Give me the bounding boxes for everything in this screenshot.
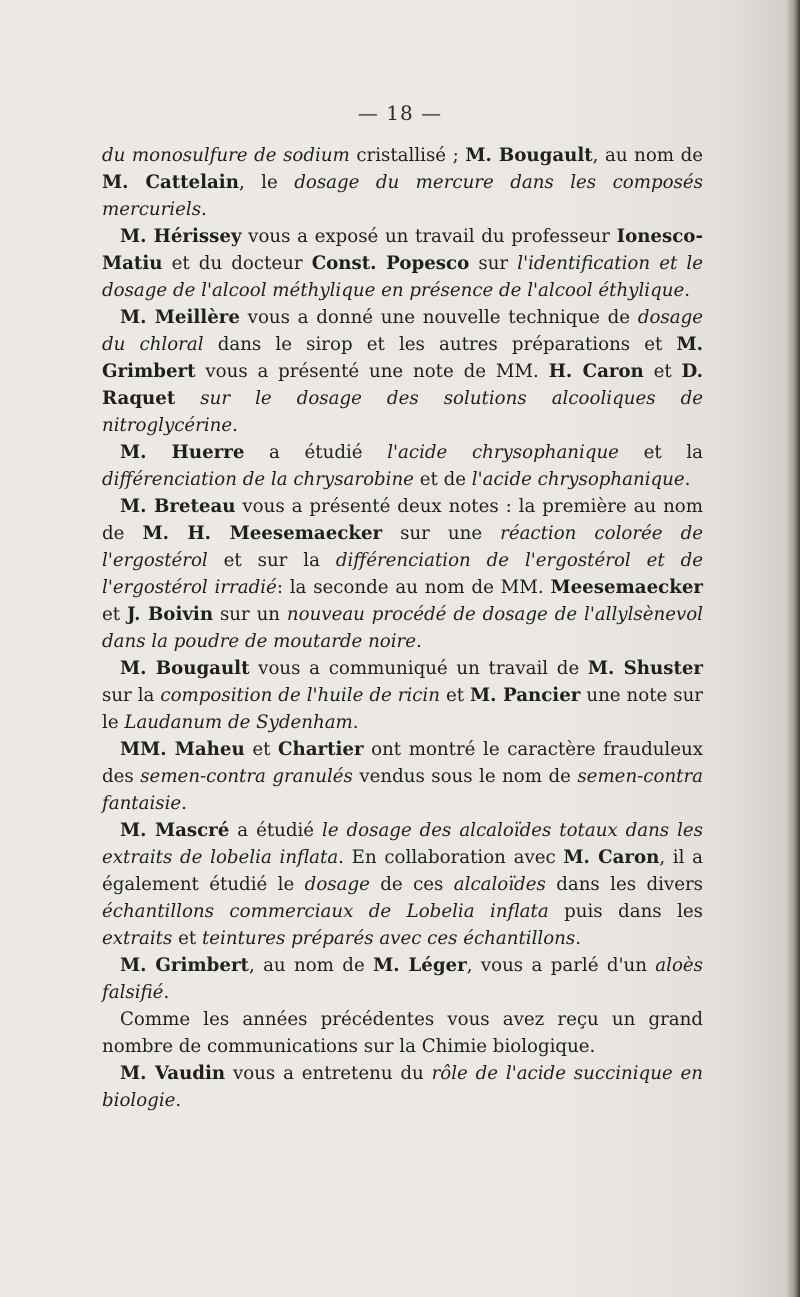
text-run: , vous a parlé d'un	[466, 955, 656, 976]
text-run: et	[439, 685, 471, 706]
text-run: vous a entretenu du	[225, 1063, 432, 1084]
person-name: M. Hérissey	[120, 226, 242, 247]
text-run: ont montré le caractère frauduleux des	[102, 739, 703, 787]
person-name: Chartier	[278, 739, 364, 760]
text-run: sur	[469, 253, 518, 274]
text-run: dans le sirop et les autres préparations et	[203, 334, 677, 355]
italic-term: Laudanum de Sydenham	[124, 712, 353, 733]
text-run: sur un	[213, 604, 287, 625]
text-run: .	[575, 928, 582, 949]
person-name: M. Grimbert	[120, 955, 249, 976]
person-name: M. Mascré	[120, 820, 230, 841]
italic-term: semen-contra granulés	[140, 766, 353, 787]
person-name: MM. Maheu	[120, 739, 245, 760]
paragraph	[102, 304, 703, 439]
person-name: J. Boivin	[126, 604, 214, 625]
italic-term: sur le dosage des solutions alcooliques de nitroglycérine	[102, 388, 703, 436]
text-run: .	[175, 1090, 182, 1111]
italic-term: teintures préparés avec ces échantillons	[201, 928, 576, 949]
italic-term: dosage du mercure dans les composés mercuriels	[102, 172, 703, 220]
person-name: M. Léger	[373, 955, 467, 976]
text-run: .	[163, 982, 170, 1003]
text-run: vendus sous le nom de	[352, 766, 578, 787]
person-name: M. Vaudin	[120, 1063, 226, 1084]
text-run: et	[172, 928, 202, 949]
person-name: M. Cattelain	[102, 172, 239, 193]
body-text	[102, 142, 703, 1114]
text-run: .	[684, 280, 691, 301]
person-name: M. Huerre	[120, 442, 245, 463]
person-name: Ionesco-Matiu	[102, 226, 703, 274]
text-run: et de	[413, 469, 472, 490]
text-run: cristallisé ;	[349, 145, 466, 166]
italic-term: semen-contra fantaisie	[102, 766, 704, 814]
page-number: — 18 —	[357, 101, 443, 125]
text-run: puis dans les	[548, 901, 703, 922]
text-run: .	[684, 469, 691, 490]
paragraph	[102, 952, 703, 1006]
italic-term: échantillons commerciaux de Lobelia inflata	[102, 901, 549, 922]
text-run: vous a exposé un travail du professeur	[241, 226, 617, 247]
text-run: vous a communiqué un travail de	[249, 658, 588, 679]
person-name: M. Grimbert	[102, 334, 703, 382]
text-run: et	[643, 361, 682, 382]
text-run: .	[352, 712, 359, 733]
text-run: a étudié	[229, 820, 323, 841]
text-run: vous a présenté une note de MM.	[195, 361, 549, 382]
paragraph	[102, 142, 703, 223]
italic-term: différenciation de l'ergostérol et de l'ergostérol irradié	[102, 550, 703, 598]
paragraph	[102, 1060, 703, 1114]
text-run: , au nom de	[248, 955, 374, 976]
text-run: de ces	[369, 874, 454, 895]
text-run: et la	[618, 442, 703, 463]
text-run: : la seconde au nom de MM.	[276, 577, 551, 598]
italic-term: rôle de l'acide succinique en biologie	[102, 1063, 703, 1111]
italic-term: alcaloïdes	[453, 874, 546, 895]
text-run: dans les divers	[545, 874, 703, 895]
text-run	[175, 388, 200, 409]
italic-term: l'acide chrysophanique	[387, 442, 619, 463]
person-name: M. Bougault	[465, 145, 593, 166]
italic-term: l'identification et le dosage de l'alcool méthylique en présence de l'alcool éthylique	[102, 253, 704, 301]
text-run: et sur la	[207, 550, 336, 571]
text-run: .	[232, 415, 238, 436]
person-name: M. Meillère	[120, 307, 240, 328]
italic-term: extraits	[102, 928, 173, 949]
italic-term: dosage du chloral	[102, 307, 703, 355]
text-run: , il a également étudié le	[102, 847, 703, 895]
person-name: M. Breteau	[120, 496, 236, 517]
italic-term: l'acide chrysophanique	[471, 469, 685, 490]
italic-term: différenciation de la chrysarobine	[102, 469, 414, 490]
text-run: une note sur le	[102, 685, 703, 733]
text-run: et du docteur	[162, 253, 312, 274]
person-name: M. Bougault	[120, 658, 250, 679]
page-edge-shadow	[786, 0, 800, 1297]
text-run: vous a donné une nouvelle technique de	[239, 307, 638, 328]
paragraph	[102, 655, 703, 736]
person-name: M. Caron	[563, 847, 660, 868]
person-name: D. Raquet	[102, 361, 704, 409]
text-run: et	[244, 739, 278, 760]
person-name: H. Caron	[548, 361, 644, 382]
paragraph	[102, 1006, 703, 1060]
paragraph	[102, 736, 703, 817]
person-name: M. Shuster	[587, 658, 704, 679]
text-run: Comme les années précédentes vous avez reçu un grand nombre de communications sur la Chimie biologique.	[102, 1009, 703, 1057]
text-run: .	[181, 793, 187, 814]
paragraph	[102, 223, 703, 304]
italic-term: nouveau procédé de dosage de l'allylsènevol dans la poudre de moutarde noire	[102, 604, 703, 652]
text-run: . En collaboration avec	[338, 847, 564, 868]
text-run: sur la	[102, 685, 161, 706]
italic-term: aloès falsifié	[102, 955, 704, 1003]
text-run: .	[416, 631, 422, 652]
text-run: , le	[238, 172, 295, 193]
person-name: M. Pancier	[470, 685, 581, 706]
person-name: M. H. Meesemaecker	[142, 523, 383, 544]
text-run: vous a présenté deux notes : la première au nom de	[102, 496, 703, 544]
text-run: sur une	[382, 523, 501, 544]
paragraph	[102, 817, 703, 952]
italic-term: composition de l'huile de ricin	[160, 685, 440, 706]
text-run: .	[201, 199, 207, 220]
person-name: Meesemaecker	[550, 577, 703, 598]
person-name: Const. Popesco	[311, 253, 470, 274]
italic-term: le dosage des alcaloïdes totaux dans les extraits de lobelia inflata	[102, 820, 703, 868]
italic-term: du monosulfure de sodium	[102, 145, 350, 166]
text-run: et	[102, 604, 127, 625]
paragraph	[102, 439, 703, 493]
text-run: a étudié	[244, 442, 388, 463]
paragraph	[102, 493, 703, 655]
text-run: , au nom de	[592, 145, 704, 166]
italic-term: dosage	[304, 874, 370, 895]
italic-term: réaction colorée de l'ergostérol	[102, 523, 703, 571]
